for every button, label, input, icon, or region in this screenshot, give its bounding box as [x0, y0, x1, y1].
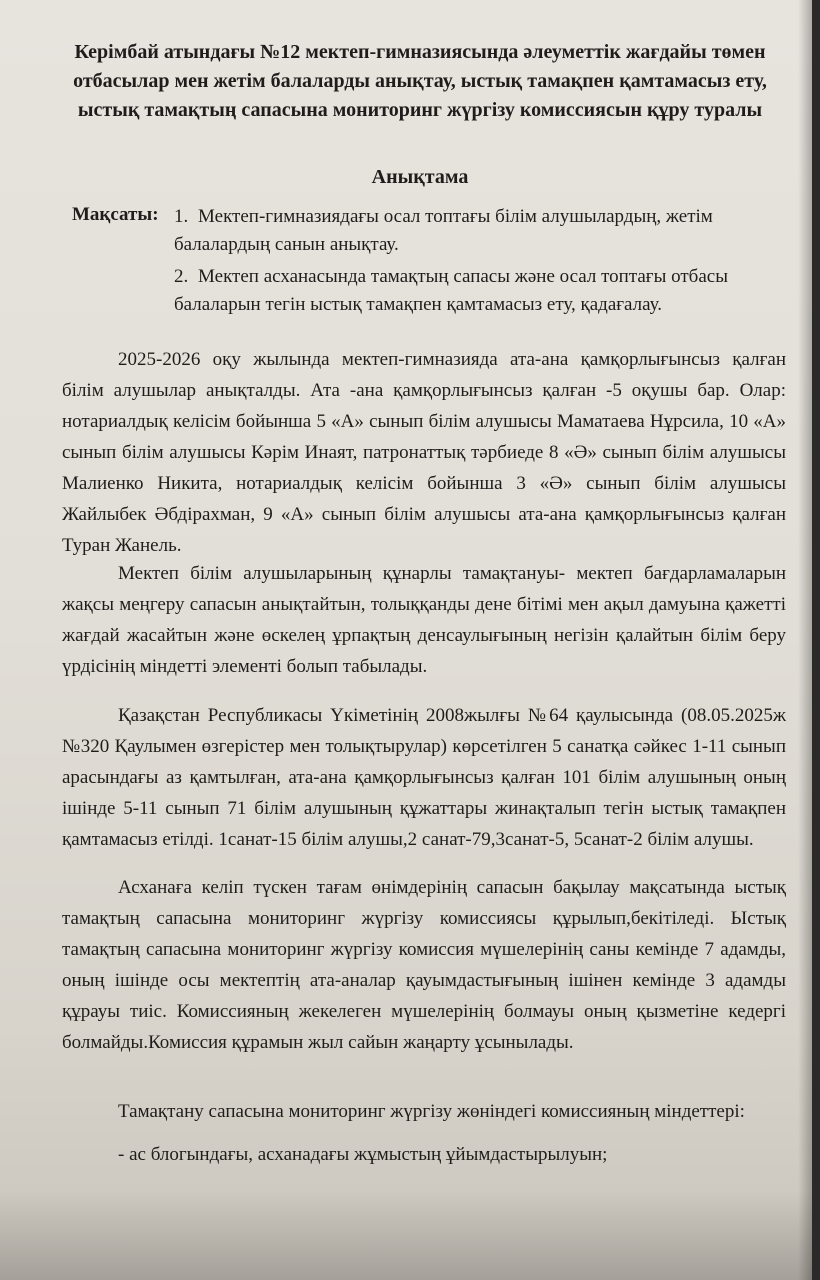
- goals-label: Мақсаты:: [72, 204, 159, 225]
- paragraph-government-decree: Қазақстан Республикасы Үкіметінің 2008жылғы №64 қаулысында (08.05.2025ж №320 Қаулымен өзгерістер мен толықтырулар) көрсетілген 5 санатқа сәйкес 1-11 сынып арасындағы аз қамтылған, ата-ана қамқорлығынсыз қалған 101 білім алушының оның ішінде 5-11 сынып 71 білім алушының құжаттары жинақталып тегін ыстық тамақпен қамтамасыз етілді. 1санат-15 білім алушы,2 санат-79,3санат-5, 5санат-2 білім алушы.: [62, 705, 786, 850]
- goals-list: [174, 203, 784, 323]
- goal-item: [174, 203, 784, 259]
- goal-number: 2.: [174, 266, 189, 287]
- paragraph-orphans: 2025-2026 оқу жылында мектеп-гимназияда ата-ана қамқорлығынсыз қалған білім алушылар анықталды. Ата -ана қамқорлығынсыз қалған -5 оқушы бар. Олар: нотариалдық келісім бойынша 5 «А» сынып білім алушысы Маматаева Нұрсила, 10 «А» сынып білім алушысы Кәрім Инаят, патронаттық тәрбиеде 8 «Ә» сынып білім алушысы Малиенко Никита, нотариалдық келісім бойынша 3 «Ә» сынып білім алушысы Жайлыбек Әбдірахман, 9 «А» сынып білім алушысы ата-ана қамқорлығынсыз қалған Туран Жанель.: [62, 349, 786, 556]
- goal-number: 1.: [174, 206, 189, 227]
- page-edge-shadow: [798, 0, 812, 1280]
- paragraph-nutrition: Мектеп білім алушыларының құнарлы тамақтануы- мектеп бағдарламаларын жақсы меңгеру сапасын анықтайтын, толыққанды дене бітімі мен ақыл дамуына қажетті жағдай жасайтын және өскелең ұрпақтың денсаулығының негізін қалайтын білім беру үрдісінің міндетті элементі болып табылады.: [62, 563, 786, 677]
- goal-text: Мектеп-гимназиядағы осал топтағы білім алушылардың, жетім балалардың санын анықтау.: [174, 206, 713, 255]
- goal-text: Мектеп асханасында тамақтың сапасы және осал топтағы отбасы балаларын тегін ыстық тамақпен қамтамасыз ету, қадағалау.: [174, 266, 728, 315]
- paragraph-commission-duties: Тамақтану сапасына мониторинг жүргізу жөніндегі комиссияның міндеттері:: [118, 1101, 745, 1122]
- paragraph-commission: Асханаға келіп түскен тағам өнімдерінің сапасын бақылау мақсатында ыстық тамақтың сапасына мониторинг жүргізу комиссиясы құрылып,бекітіледі. Ыстық тамақтың сапасына мониторинг жүргізу комиссия мүшелерінің саны кемінде 7 адамды, оның ішінде осы мектептің ата-аналар қауымдастығының ішінен кемінде 3 адамды құрауы тиіс. Комиссияның жекелеген мүшелерінің болмауы оның қызметіне кедергі болмайды.Комиссия құрамын жыл сайын жаңарту ұсынылады.: [62, 877, 786, 1053]
- duty-bullet: - ас блогындағы, асханадағы жұмыстың ұйымдастырылуын;: [118, 1144, 608, 1165]
- document-subtitle: Анықтама: [371, 166, 469, 188]
- document-title: Керімбай атындағы №12 мектеп-гимназиясында әлеуметтік жағдайы төмен отбасылар мен жетім балаларды анықтау, ыстық тамақпен қамтамасыз ету, ыстық тамақтың сапасына мониторинг жүргізу комиссиясын құру туралы: [73, 41, 767, 121]
- page-bottom-shadow: [0, 1190, 812, 1280]
- goal-item: [174, 263, 784, 319]
